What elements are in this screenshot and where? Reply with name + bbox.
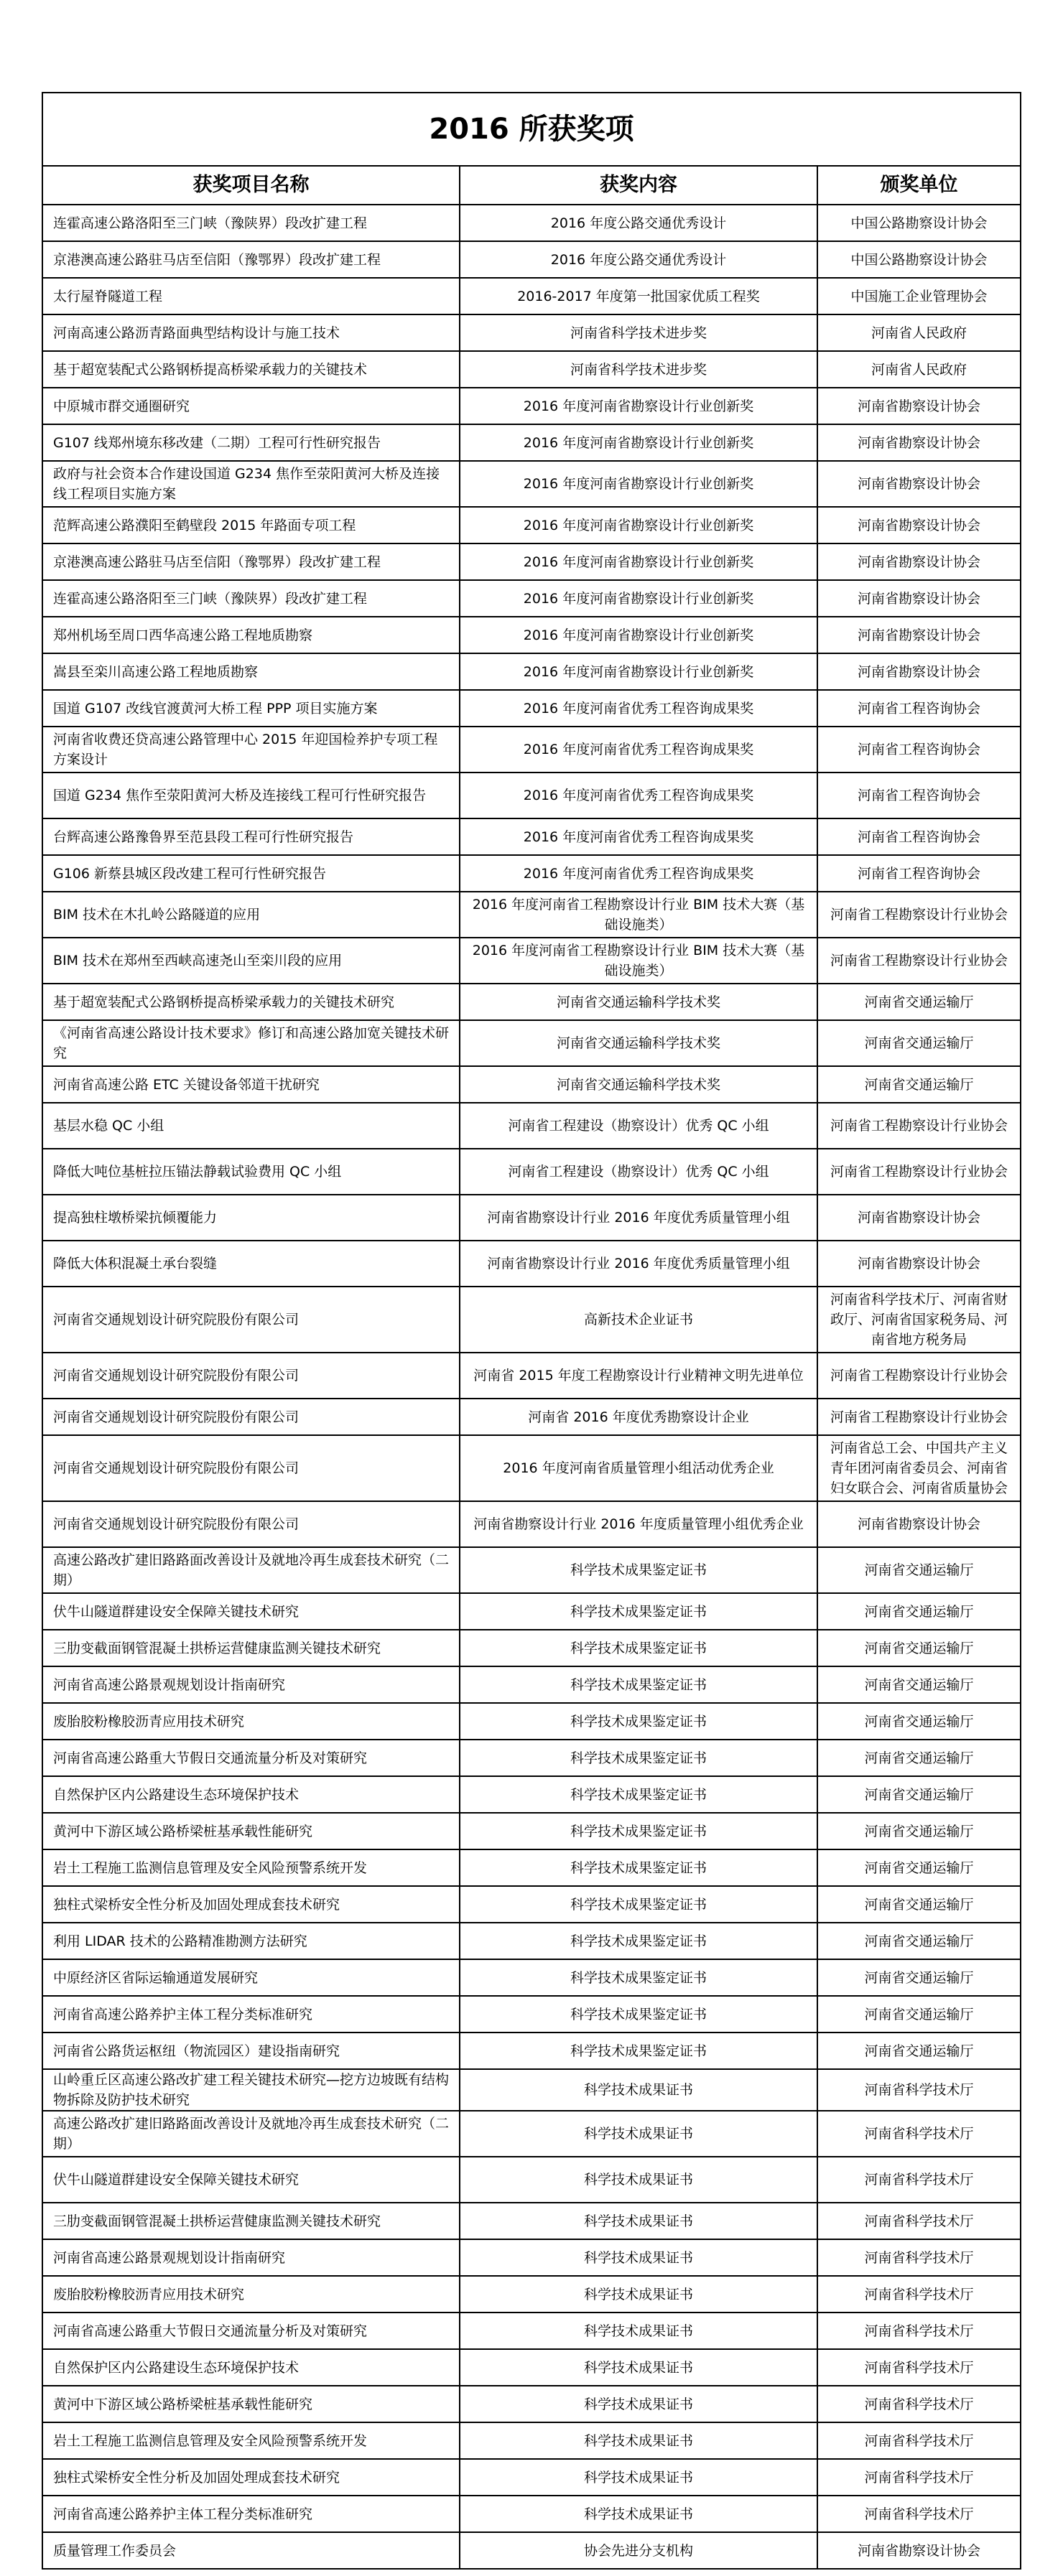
cell-award-content: 科学技术成果鉴定证书 [460, 1703, 817, 1740]
cell-issuer: 河南省工程勘察设计行业协会 [817, 1399, 1021, 1435]
cell-award-content: 河南省科学技术进步奖 [460, 314, 817, 351]
cell-project-name: 伏牛山隧道群建设安全保障关键技术研究 [42, 1593, 460, 1630]
table-row [42, 351, 1021, 388]
table-row [42, 2386, 1021, 2422]
table-row [42, 314, 1021, 351]
cell-project-name: 郑州机场至周口西华高速公路工程地质勘察 [42, 617, 460, 653]
cell-issuer: 河南省科学技术厅 [817, 2496, 1021, 2532]
cell-award-content: 河南省交通运输科学技术奖 [460, 1066, 817, 1103]
cell-award-content: 河南省 2016 年度优秀勘察设计企业 [460, 1399, 817, 1435]
cell-issuer: 河南省交通运输厅 [817, 1776, 1021, 1813]
cell-award-content: 科学技术成果证书 [460, 2276, 817, 2313]
table-row [42, 1776, 1021, 1813]
cell-award-content: 河南省交通运输科学技术奖 [460, 1020, 817, 1066]
table-row [42, 1593, 1021, 1630]
table-row [42, 2459, 1021, 2496]
cell-project-name: 河南省交通规划设计研究院股份有限公司 [42, 1435, 460, 1501]
cell-award-content: 科学技术成果证书 [460, 2069, 817, 2111]
table-row [42, 1066, 1021, 1103]
table-row [42, 1547, 1021, 1593]
header-issuer: 颁奖单位 [817, 166, 1021, 205]
cell-award-content: 科学技术成果鉴定证书 [460, 1886, 817, 1923]
award-rows [42, 205, 1021, 2569]
cell-project-name: 基层水稳 QC 小组 [42, 1103, 460, 1149]
cell-project-name: BIM 技术在木扎岭公路隧道的应用 [42, 892, 460, 938]
cell-award-content: 科学技术成果证书 [460, 2313, 817, 2349]
cell-award-content: 河南省工程建设（勘察设计）优秀 QC 小组 [460, 1149, 817, 1195]
cell-project-name: 河南省交通规划设计研究院股份有限公司 [42, 1287, 460, 1353]
table-row [42, 653, 1021, 690]
cell-project-name: 中原经济区省际运输通道发展研究 [42, 1959, 460, 1996]
table-row [42, 855, 1021, 892]
cell-issuer: 河南省交通运输厅 [817, 1703, 1021, 1740]
cell-project-name: 山岭重丘区高速公路改扩建工程关键技术研究—挖方边坡既有结构物拆除及防护技术研究 [42, 2069, 460, 2111]
awards-sheet [42, 92, 1020, 2570]
cell-project-name: 提高独柱墩桥梁抗倾覆能力 [42, 1195, 460, 1241]
cell-project-name: 基于超宽装配式公路钢桥提高桥梁承载力的关键技术研究 [42, 984, 460, 1020]
table-row [42, 2111, 1021, 2157]
cell-project-name: 国道 G107 改线官渡黄河大桥工程 PPP 项目实施方案 [42, 690, 460, 727]
cell-project-name: 河南省高速公路 ETC 关键设备邻道干扰研究 [42, 1066, 460, 1103]
cell-project-name: 范辉高速公路濮阳至鹤壁段 2015 年路面专项工程 [42, 507, 460, 543]
cell-issuer: 河南省工程勘察设计行业协会 [817, 1103, 1021, 1149]
table-row [42, 507, 1021, 543]
cell-award-content: 2016 年度公路交通优秀设计 [460, 205, 817, 241]
cell-project-name: 河南省高速公路养护主体工程分类标准研究 [42, 1996, 460, 2033]
cell-issuer: 河南省科学技术厅 [817, 2313, 1021, 2349]
cell-issuer: 河南省勘察设计协会 [817, 1501, 1021, 1547]
cell-project-name: 基于超宽装配式公路钢桥提高桥梁承载力的关键技术 [42, 351, 460, 388]
cell-award-content: 2016 年度河南省勘察设计行业创新奖 [460, 580, 817, 617]
cell-issuer: 河南省科学技术厅 [817, 2111, 1021, 2157]
cell-issuer: 河南省科学技术厅、河南省财政厅、河南省国家税务局、河南省地方税务局 [817, 1287, 1021, 1353]
cell-project-name: 岩土工程施工监测信息管理及安全风险预警系统开发 [42, 1849, 460, 1886]
cell-project-name: 嵩县至栾川高速公路工程地质勘察 [42, 653, 460, 690]
awards-table [42, 92, 1021, 2570]
cell-award-content: 科学技术成果鉴定证书 [460, 1813, 817, 1849]
cell-award-content: 科学技术成果证书 [460, 2386, 817, 2422]
table-row [42, 1740, 1021, 1776]
table-row [42, 1886, 1021, 1923]
cell-issuer: 河南省勘察设计协会 [817, 1241, 1021, 1287]
table-row [42, 2276, 1021, 2313]
table-row [42, 205, 1021, 241]
cell-issuer: 河南省科学技术厅 [817, 2157, 1021, 2203]
table-row [42, 1501, 1021, 1547]
cell-project-name: 河南省交通规划设计研究院股份有限公司 [42, 1353, 460, 1399]
table-row [42, 2239, 1021, 2276]
table-row [42, 1287, 1021, 1353]
cell-award-content: 科学技术成果鉴定证书 [460, 1959, 817, 1996]
cell-award-content: 高新技术企业证书 [460, 1287, 817, 1353]
cell-award-content: 2016 年度河南省勘察设计行业创新奖 [460, 543, 817, 580]
cell-award-content: 2016 年度河南省优秀工程咨询成果奖 [460, 855, 817, 892]
table-row [42, 690, 1021, 727]
cell-issuer: 河南省科学技术厅 [817, 2386, 1021, 2422]
table-row [42, 892, 1021, 938]
cell-award-content: 科学技术成果鉴定证书 [460, 1666, 817, 1703]
cell-issuer: 河南省工程勘察设计行业协会 [817, 1149, 1021, 1195]
table-row [42, 2069, 1021, 2111]
cell-award-content: 科学技术成果鉴定证书 [460, 1923, 817, 1959]
cell-issuer: 河南省交通运输厅 [817, 1066, 1021, 1103]
header-row [42, 166, 1021, 205]
cell-issuer: 河南省交通运输厅 [817, 1886, 1021, 1923]
cell-issuer: 河南省勘察设计协会 [817, 1195, 1021, 1241]
cell-project-name: 连霍高速公路洛阳至三门峡（豫陕界）段改扩建工程 [42, 205, 460, 241]
cell-issuer: 河南省交通运输厅 [817, 1923, 1021, 1959]
table-row [42, 617, 1021, 653]
cell-award-content: 2016 年度河南省优秀工程咨询成果奖 [460, 727, 817, 773]
table-row [42, 1959, 1021, 1996]
cell-project-name: 高速公路改扩建旧路路面改善设计及就地冷再生成套技术研究（二期） [42, 1547, 460, 1593]
cell-issuer: 河南省工程咨询协会 [817, 727, 1021, 773]
cell-project-name: 三肋变截面钢管混凝土拱桥运营健康监测关键技术研究 [42, 2203, 460, 2239]
cell-issuer: 河南省勘察设计协会 [817, 653, 1021, 690]
table-row [42, 278, 1021, 314]
cell-award-content: 2016 年度河南省工程勘察设计行业 BIM 技术大赛（基础设施类） [460, 892, 817, 938]
cell-project-name: 太行屋脊隧道工程 [42, 278, 460, 314]
cell-issuer: 河南省工程咨询协会 [817, 773, 1021, 818]
cell-award-content: 科学技术成果鉴定证书 [460, 1593, 817, 1630]
table-row [42, 1149, 1021, 1195]
cell-issuer: 河南省勘察设计协会 [817, 461, 1021, 507]
cell-award-content: 2016 年度河南省优秀工程咨询成果奖 [460, 773, 817, 818]
cell-award-content: 科学技术成果证书 [460, 2157, 817, 2203]
cell-project-name: 《河南省高速公路设计技术要求》修订和高速公路加宽关键技术研究 [42, 1020, 460, 1066]
cell-project-name: 河南高速公路沥青路面典型结构设计与施工技术 [42, 314, 460, 351]
cell-project-name: 废胎胶粉橡胶沥青应用技术研究 [42, 1703, 460, 1740]
table-row [42, 2532, 1021, 2569]
cell-project-name: 河南省交通规划设计研究院股份有限公司 [42, 1501, 460, 1547]
cell-project-name: 河南省交通规划设计研究院股份有限公司 [42, 1399, 460, 1435]
cell-award-content: 2016 年度河南省优秀工程咨询成果奖 [460, 690, 817, 727]
cell-issuer: 河南省交通运输厅 [817, 1593, 1021, 1630]
cell-award-content: 科学技术成果鉴定证书 [460, 1740, 817, 1776]
table-row [42, 773, 1021, 818]
table-row [42, 424, 1021, 461]
cell-project-name: 黄河中下游区域公路桥梁桩基承载性能研究 [42, 1813, 460, 1849]
cell-award-content: 河南省科学技术进步奖 [460, 351, 817, 388]
cell-issuer: 河南省勘察设计协会 [817, 543, 1021, 580]
cell-project-name: 废胎胶粉橡胶沥青应用技术研究 [42, 2276, 460, 2313]
table-row [42, 2496, 1021, 2532]
table-row [42, 2157, 1021, 2203]
table-row [42, 1996, 1021, 2033]
table-row [42, 1630, 1021, 1666]
cell-issuer: 河南省总工会、中国共产主义青年团河南省委员会、河南省妇女联合会、河南省质量协会 [817, 1435, 1021, 1501]
cell-award-content: 科学技术成果鉴定证书 [460, 2033, 817, 2069]
cell-award-content: 科学技术成果证书 [460, 2239, 817, 2276]
cell-issuer: 河南省勘察设计协会 [817, 617, 1021, 653]
cell-award-content: 科学技术成果证书 [460, 2459, 817, 2496]
cell-issuer: 河南省勘察设计协会 [817, 580, 1021, 617]
cell-issuer: 河南省交通运输厅 [817, 1020, 1021, 1066]
cell-project-name: 河南省高速公路重大节假日交通流量分析及对策研究 [42, 2313, 460, 2349]
cell-award-content: 协会先进分支机构 [460, 2532, 817, 2569]
cell-issuer: 河南省交通运输厅 [817, 1813, 1021, 1849]
table-row [42, 1849, 1021, 1886]
table-row [42, 388, 1021, 424]
cell-issuer: 中国施工企业管理协会 [817, 278, 1021, 314]
cell-project-name: 自然保护区内公路建设生态环境保护技术 [42, 1776, 460, 1813]
cell-issuer: 河南省交通运输厅 [817, 1849, 1021, 1886]
cell-award-content: 科学技术成果证书 [460, 2349, 817, 2386]
cell-issuer: 河南省勘察设计协会 [817, 2532, 1021, 2569]
cell-issuer: 河南省科学技术厅 [817, 2349, 1021, 2386]
cell-award-content: 2016 年度河南省勘察设计行业创新奖 [460, 461, 817, 507]
table-row [42, 1020, 1021, 1066]
cell-project-name: 独柱式梁桥安全性分析及加固处理成套技术研究 [42, 1886, 460, 1923]
table-row [42, 1103, 1021, 1149]
table-row [42, 580, 1021, 617]
cell-issuer: 河南省交通运输厅 [817, 1666, 1021, 1703]
table-row [42, 461, 1021, 507]
cell-issuer: 河南省交通运输厅 [817, 1996, 1021, 2033]
cell-award-content: 2016 年度公路交通优秀设计 [460, 241, 817, 278]
cell-award-content: 河南省勘察设计行业 2016 年度质量管理小组优秀企业 [460, 1501, 817, 1547]
cell-award-content: 科学技术成果鉴定证书 [460, 1547, 817, 1593]
cell-issuer: 河南省交通运输厅 [817, 1547, 1021, 1593]
cell-project-name: 京港澳高速公路驻马店至信阳（豫鄂界）段改扩建工程 [42, 543, 460, 580]
cell-issuer: 河南省勘察设计协会 [817, 388, 1021, 424]
cell-issuer: 河南省科学技术厅 [817, 2069, 1021, 2111]
cell-issuer: 河南省人民政府 [817, 351, 1021, 388]
table-row [42, 1241, 1021, 1287]
cell-award-content: 科学技术成果鉴定证书 [460, 1849, 817, 1886]
cell-issuer: 河南省科学技术厅 [817, 2422, 1021, 2459]
title-row [42, 93, 1021, 166]
table-row [42, 727, 1021, 773]
table-row [42, 543, 1021, 580]
table-row [42, 2203, 1021, 2239]
cell-issuer: 河南省交通运输厅 [817, 1630, 1021, 1666]
cell-issuer: 河南省交通运输厅 [817, 2033, 1021, 2069]
cell-issuer: 河南省工程咨询协会 [817, 855, 1021, 892]
table-row [42, 1666, 1021, 1703]
cell-project-name: 质量管理工作委员会 [42, 2532, 460, 2569]
cell-issuer: 河南省交通运输厅 [817, 984, 1021, 1020]
cell-issuer: 河南省工程咨询协会 [817, 818, 1021, 855]
page-title: 2016 所获奖项 [42, 93, 1021, 166]
header-award-content: 获奖内容 [460, 166, 817, 205]
cell-project-name: 河南省高速公路重大节假日交通流量分析及对策研究 [42, 1740, 460, 1776]
cell-project-name: 台辉高速公路豫鲁界至范县段工程可行性研究报告 [42, 818, 460, 855]
cell-issuer: 河南省工程勘察设计行业协会 [817, 1353, 1021, 1399]
cell-project-name: 自然保护区内公路建设生态环境保护技术 [42, 2349, 460, 2386]
cell-issuer: 河南省工程咨询协会 [817, 690, 1021, 727]
table-row [42, 1353, 1021, 1399]
cell-award-content: 科学技术成果证书 [460, 2496, 817, 2532]
table-row [42, 1923, 1021, 1959]
table-row [42, 2313, 1021, 2349]
cell-issuer: 河南省交通运输厅 [817, 1959, 1021, 1996]
cell-project-name: G106 新蔡县城区段改建工程可行性研究报告 [42, 855, 460, 892]
cell-project-name: 利用 LIDAR 技术的公路精准勘测方法研究 [42, 1923, 460, 1959]
cell-issuer: 中国公路勘察设计协会 [817, 205, 1021, 241]
cell-issuer: 河南省人民政府 [817, 314, 1021, 351]
cell-project-name: 三肋变截面钢管混凝土拱桥运营健康监测关键技术研究 [42, 1630, 460, 1666]
cell-project-name: 河南省收费还贷高速公路管理中心 2015 年迎国检养护专项工程方案设计 [42, 727, 460, 773]
cell-project-name: 黄河中下游区域公路桥梁桩基承载性能研究 [42, 2386, 460, 2422]
cell-issuer: 河南省工程勘察设计行业协会 [817, 938, 1021, 984]
cell-project-name: BIM 技术在郑州至西峡高速尧山至栾川段的应用 [42, 938, 460, 984]
cell-project-name: 独柱式梁桥安全性分析及加固处理成套技术研究 [42, 2459, 460, 2496]
table-row [42, 2349, 1021, 2386]
cell-project-name: 京港澳高速公路驻马店至信阳（豫鄂界）段改扩建工程 [42, 241, 460, 278]
cell-issuer: 河南省科学技术厅 [817, 2276, 1021, 2313]
cell-project-name: 降低大体积混凝土承台裂缝 [42, 1241, 460, 1287]
table-row [42, 1813, 1021, 1849]
cell-award-content: 科学技术成果鉴定证书 [460, 1630, 817, 1666]
cell-issuer: 河南省勘察设计协会 [817, 424, 1021, 461]
cell-award-content: 河南省交通运输科学技术奖 [460, 984, 817, 1020]
cell-award-content: 科学技术成果证书 [460, 2111, 817, 2157]
cell-award-content: 2016 年度河南省勘察设计行业创新奖 [460, 617, 817, 653]
cell-award-content: 河南省工程建设（勘察设计）优秀 QC 小组 [460, 1103, 817, 1149]
cell-award-content: 河南省 2015 年度工程勘察设计行业精神文明先进单位 [460, 1353, 817, 1399]
cell-award-content: 科学技术成果证书 [460, 2422, 817, 2459]
cell-award-content: 2016 年度河南省优秀工程咨询成果奖 [460, 818, 817, 855]
table-row [42, 818, 1021, 855]
cell-project-name: 岩土工程施工监测信息管理及安全风险预警系统开发 [42, 2422, 460, 2459]
cell-award-content: 河南省勘察设计行业 2016 年度优秀质量管理小组 [460, 1241, 817, 1287]
cell-project-name: 降低大吨位基桩拉压锚法静载试验费用 QC 小组 [42, 1149, 460, 1195]
cell-issuer: 中国公路勘察设计协会 [817, 241, 1021, 278]
cell-award-content: 河南省勘察设计行业 2016 年度优秀质量管理小组 [460, 1195, 817, 1241]
cell-award-content: 科学技术成果鉴定证书 [460, 1776, 817, 1813]
table-row [42, 938, 1021, 984]
cell-issuer: 河南省勘察设计协会 [817, 507, 1021, 543]
cell-award-content: 2016 年度河南省勘察设计行业创新奖 [460, 507, 817, 543]
cell-project-name: 河南省公路货运枢纽（物流园区）建设指南研究 [42, 2033, 460, 2069]
cell-project-name: 伏牛山隧道群建设安全保障关键技术研究 [42, 2157, 460, 2203]
table-row [42, 2422, 1021, 2459]
cell-project-name: 高速公路改扩建旧路路面改善设计及就地冷再生成套技术研究（二期） [42, 2111, 460, 2157]
cell-project-name: 中原城市群交通圈研究 [42, 388, 460, 424]
cell-issuer: 河南省科学技术厅 [817, 2239, 1021, 2276]
cell-award-content: 2016-2017 年度第一批国家优质工程奖 [460, 278, 817, 314]
cell-project-name: G107 线郑州境东移改建（二期）工程可行性研究报告 [42, 424, 460, 461]
table-row [42, 984, 1021, 1020]
cell-issuer: 河南省科学技术厅 [817, 2459, 1021, 2496]
cell-issuer: 河南省交通运输厅 [817, 1740, 1021, 1776]
table-row [42, 1435, 1021, 1501]
cell-award-content: 2016 年度河南省勘察设计行业创新奖 [460, 653, 817, 690]
cell-project-name: 国道 G234 焦作至荥阳黄河大桥及连接线工程可行性研究报告 [42, 773, 460, 818]
cell-project-name: 政府与社会资本合作建设国道 G234 焦作至荥阳黄河大桥及连接线工程项目实施方案 [42, 461, 460, 507]
cell-award-content: 科学技术成果鉴定证书 [460, 1996, 817, 2033]
cell-project-name: 河南省高速公路景观规划设计指南研究 [42, 2239, 460, 2276]
cell-award-content: 2016 年度河南省质量管理小组活动优秀企业 [460, 1435, 817, 1501]
table-row [42, 241, 1021, 278]
cell-award-content: 2016 年度河南省勘察设计行业创新奖 [460, 424, 817, 461]
cell-project-name: 河南省高速公路养护主体工程分类标准研究 [42, 2496, 460, 2532]
cell-issuer: 河南省科学技术厅 [817, 2203, 1021, 2239]
cell-issuer: 河南省工程勘察设计行业协会 [817, 892, 1021, 938]
cell-award-content: 2016 年度河南省工程勘察设计行业 BIM 技术大赛（基础设施类） [460, 938, 817, 984]
table-row [42, 1195, 1021, 1241]
header-project-name: 获奖项目名称 [42, 166, 460, 205]
cell-project-name: 河南省高速公路景观规划设计指南研究 [42, 1666, 460, 1703]
cell-award-content: 科学技术成果证书 [460, 2203, 817, 2239]
table-row [42, 2033, 1021, 2069]
table-row [42, 1399, 1021, 1435]
cell-project-name: 连霍高速公路洛阳至三门峡（豫陕界）段改扩建工程 [42, 580, 460, 617]
table-row [42, 1703, 1021, 1740]
cell-award-content: 2016 年度河南省勘察设计行业创新奖 [460, 388, 817, 424]
